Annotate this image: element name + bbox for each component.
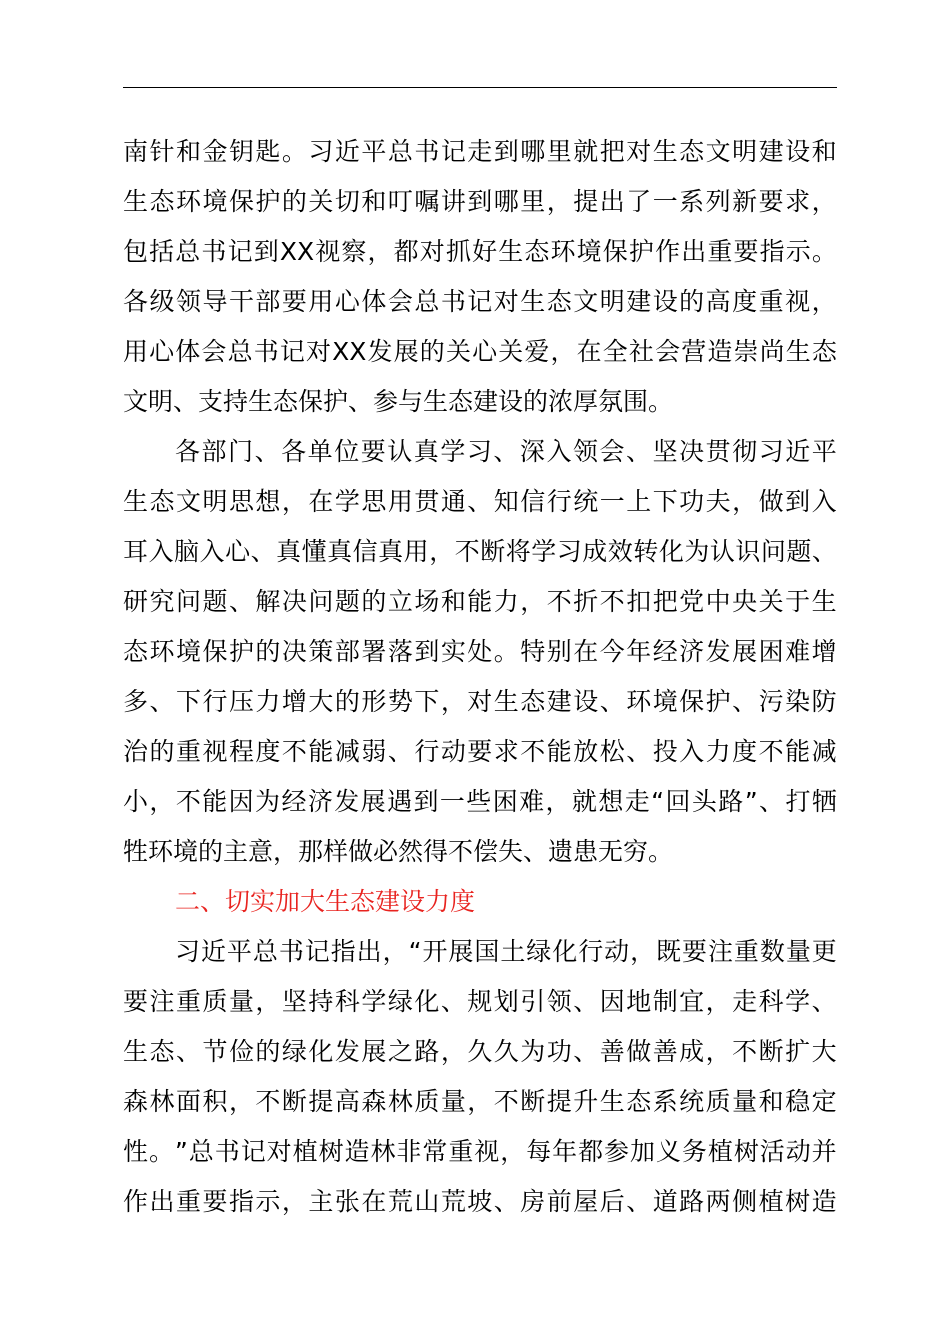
paragraph-first-line: 习 近 平 总 书 记 指 出 ， “ 开 展 国 土 绿 化 行 动 ， 既 要 注 重 数 量 更 <box>175 937 837 966</box>
text-line: 森 林 面 积 ， 不 断 提 高 森 林 质 量 ， 不 断 提 升 生 态 系 统 质 量 和 稳 定 <box>123 1087 837 1116</box>
text-line: 包 括 总 书 记 到 XX 视 察 ， 都 对 抓 好 生 态 环 境 保 护 作 出 重 要 指 示 。 <box>123 237 837 266</box>
text-line: 性 。 ” 总 书 记 对 植 树 造 林 非 常 重 视 ， 每 年 都 参 加 义 务 植 树 活 动 并 <box>123 1137 837 1166</box>
text-line: 作 出 重 要 指 示 ， 主 张 在 荒 山 荒 坡 、 房 前 屋 后 、 道 路 两 侧 植 树 造 <box>123 1187 837 1216</box>
text-line: 文明、支持生态保护、参与生态建设的浓厚氛围。 <box>123 387 674 416</box>
text-line: 南 针 和 金 钥 匙 。 习 近 平 总 书 记 走 到 哪 里 就 把 对 生 态 文 明 建 设 和 <box>123 137 837 166</box>
text-line: 小 ， 不 能 因 为 经 济 发 展 遇 到 一 些 困 难 ， 就 想 走 “ 回 头 路 ” 、 打 牺 <box>123 787 837 816</box>
section-heading: 二、切实加大生态建设力度 <box>175 887 476 916</box>
text-line: 耳 入 脑 入 心 、 真 懂 真 信 真 用 ， 不 断 将 学 习 成 效 转 化 为 认 识 问 题 、 <box>123 537 837 566</box>
text-line: 要 注 重 质 量 ， 坚 持 科 学 绿 化 、 规 划 引 领 、 因 地 制 宜 ， 走 科 学 、 <box>123 987 837 1016</box>
document-body <box>123 127 837 1227</box>
header-rule <box>123 87 837 88</box>
paragraph-first-line: 各 部 门 、 各 单 位 要 认 真 学 习 、 深 入 领 会 、 坚 决 贯 彻 习 近 平 <box>175 437 837 466</box>
text-line: 治 的 重 视 程 度 不 能 减 弱 、 行 动 要 求 不 能 放 松 、 投 入 力 度 不 能 减 <box>123 737 837 766</box>
text-line: 生 态 环 境 保 护 的 关 切 和 叮 嘱 讲 到 哪 里 ， 提 出 了 一 系 列 新 要 求 ， <box>123 187 837 216</box>
text-line: 研 究 问 题 、 解 决 问 题 的 立 场 和 能 力 ， 不 折 不 扣 把 党 中 央 关 于 生 <box>123 587 837 616</box>
text-line: 态 环 境 保 护 的 决 策 部 署 落 到 实 处 。 特 别 在 今 年 经 济 发 展 困 难 增 <box>123 637 837 666</box>
text-line: 各 级 领 导 干 部 要 用 心 体 会 总 书 记 对 生 态 文 明 建 设 的 高 度 重 视 ， <box>123 287 837 316</box>
text-line: 生 态 文 明 思 想 ， 在 学 思 用 贯 通 、 知 信 行 统 一 上 下 功 夫 ， 做 到 入 <box>123 487 837 516</box>
text-line: 牲环境的主意，那样做必然得不偿失、遗患无穷。 <box>123 837 674 866</box>
text-line: 多 、 下 行 压 力 增 大 的 形 势 下 ， 对 生 态 建 设 、 环 境 保 护 、 污 染 防 <box>123 687 837 716</box>
text-line: 用 心 体 会 总 书 记 对 XX 发 展 的 关 心 关 爱 ， 在 全 社 会 营 造 崇 尚 生 态 <box>123 337 837 366</box>
text-line: 生 态 、 节 俭 的 绿 化 发 展 之 路 ， 久 久 为 功 、 善 做 善 成 ， 不 断 扩 大 <box>123 1037 837 1066</box>
